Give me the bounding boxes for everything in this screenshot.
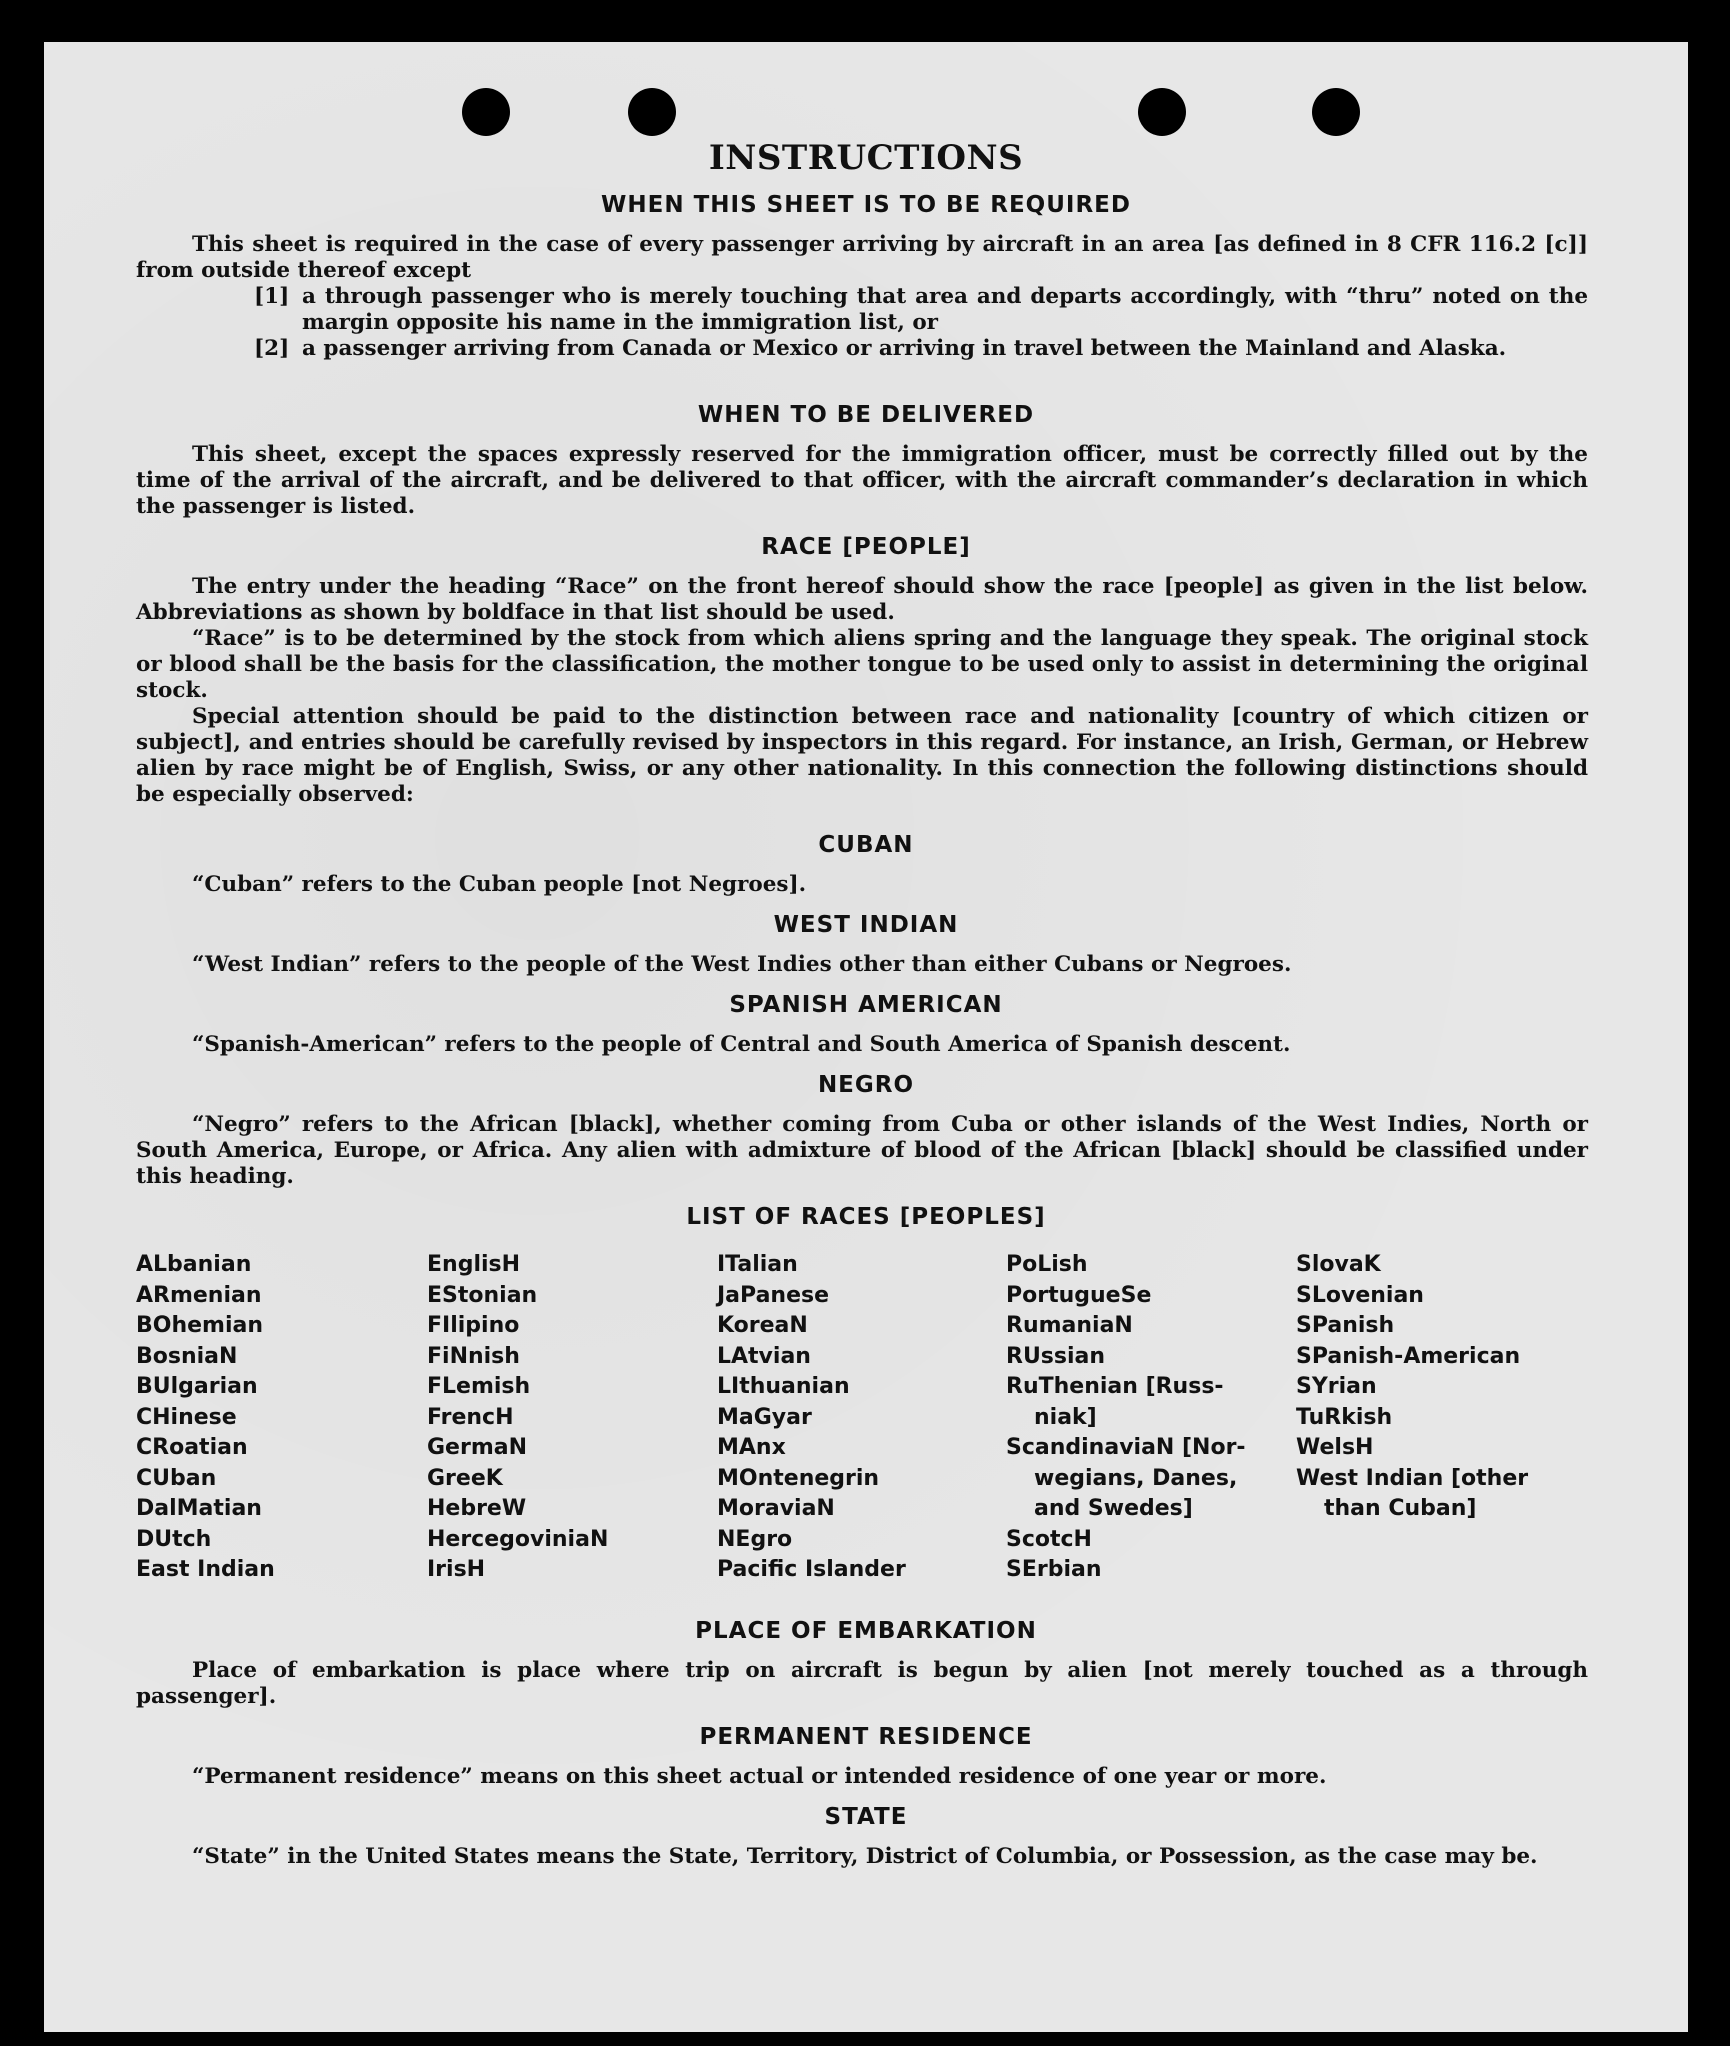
state-text: “State” in the United States means the State, Territory, District of Columbia, or Possession, as the case may be.	[192, 1844, 1538, 1869]
race-list-item: ALbanian	[136, 1252, 252, 1277]
race-list-item-continuation: and Swedes]	[1034, 1496, 1193, 1521]
when-required-intro: This sheet is required in the case of every passenger arriving by aircraft in an area [as defined in 8 CFR 116.2 [c]] from outside thereof except	[136, 232, 1588, 283]
race-list-item: MoraviaN	[717, 1496, 835, 1521]
race-list-item: BUlgarian	[136, 1374, 258, 1399]
race-list-item: SPanish-American	[1296, 1343, 1521, 1369]
race-list-column-4	[1006, 1250, 1246, 1586]
race-list-item: CRoatian	[136, 1435, 248, 1460]
race-list-item: RumaniaN	[1006, 1313, 1133, 1338]
punch-hole-2	[628, 88, 676, 136]
embarkation-text: Place of embarkation is place where trip on aircraft is begun by alien [not merely touched as a through passenger].	[136, 1658, 1588, 1709]
race-list-column-5	[1296, 1250, 1528, 1525]
race-list-item: JaPanese	[717, 1282, 830, 1308]
race-paragraph-2: “Race” is to be determined by the stock from which aliens spring and the language they speak. The original stock or blood shall be the basis for the classification, the mother tongue to be used only to assist in determining the original stock.	[136, 626, 1588, 703]
race-list-item: FiNnish	[427, 1343, 520, 1369]
race-list-item: WelsH	[1296, 1435, 1374, 1460]
heading-race: RACE [PEOPLE]	[761, 534, 971, 560]
punch-hole-4	[1312, 88, 1360, 136]
race-list-item: ScandinaviaN [Nor-	[1006, 1435, 1246, 1460]
spanish-american-text: “Spanish-American” refers to the people of Central and South America of Spanish descent.	[192, 1032, 1291, 1057]
race-list-item: KoreaN	[717, 1313, 808, 1338]
race-list-item: East Indian	[136, 1557, 275, 1582]
race-list-item: SLovenian	[1296, 1282, 1424, 1308]
race-paragraph-3: Special attention should be paid to the distinction between race and nationality [country of which citizen or subject], and entries should be carefully revised by inspectors in this regard. For instance, an Irish, German, or Hebrew alien by race might be of English, Swiss, or any other nationality. In this connection the following distinctions should be especially observed:	[136, 704, 1588, 807]
race-list-item: Pacific Islander	[717, 1557, 906, 1582]
race-list-item: SYrian	[1296, 1374, 1377, 1399]
west-indian-text: “West Indian” refers to the people of the West Indies other than either Cubans or Negroes.	[192, 952, 1292, 977]
race-list-item: West Indian [other	[1296, 1465, 1529, 1491]
race-list-item: GermaN	[427, 1435, 528, 1460]
heading-permanent-residence: PERMANENT RESIDENCE	[699, 1724, 1033, 1750]
race-list-item: SErbian	[1006, 1557, 1102, 1582]
heading-west-indian: WEST INDIAN	[773, 912, 959, 938]
race-list-item: RuThenian [Russ-	[1006, 1374, 1224, 1399]
race-list-item: SlovaK	[1296, 1252, 1381, 1277]
race-list-item: MaGyar	[717, 1404, 812, 1430]
heading-when-delivered: WHEN TO BE DELIVERED	[697, 402, 1035, 428]
race-list-item: FIlipino	[427, 1313, 520, 1338]
race-list-item: ARmenian	[136, 1282, 262, 1308]
exception-number: [2]	[254, 336, 290, 361]
heading-cuban: CUBAN	[818, 832, 914, 858]
race-list-item: ITalian	[717, 1252, 798, 1277]
race-list-item: CHinese	[136, 1404, 237, 1430]
race-list-item: DalMatian	[136, 1496, 262, 1521]
page-title: INSTRUCTIONS	[708, 138, 1024, 178]
heading-place-of-embarkation: PLACE OF EMBARKATION	[695, 1618, 1037, 1644]
race-list-item-continuation: than Cuban]	[1324, 1496, 1477, 1521]
punch-hole-1	[462, 88, 510, 136]
race-list-item: LAtvian	[717, 1343, 811, 1369]
race-list-item: HebreW	[427, 1496, 527, 1521]
race-paragraph-1: The entry under the heading “Race” on the front hereof should show the race [people] as given in the list below. Abbreviations as shown by boldface in that list should be used.	[136, 574, 1588, 625]
punch-hole-3	[1138, 88, 1186, 136]
exception-item-2	[254, 336, 1588, 362]
race-list-item: SPanish	[1296, 1313, 1395, 1338]
when-delivered-text: This sheet, except the spaces expressly reserved for the immigration officer, must be correctly filled out by the time of the arrival of the aircraft, and be delivered to that officer, with the aircraft commander’s declaration in which the passenger is listed.	[136, 442, 1588, 519]
heading-state: STATE	[824, 1804, 908, 1830]
race-list-column-1	[136, 1250, 275, 1586]
race-list-item: FLemish	[427, 1374, 531, 1399]
race-list-item: CUban	[136, 1465, 217, 1491]
race-list-item: IrisH	[427, 1557, 486, 1582]
race-list-item: RUssian	[1006, 1343, 1106, 1369]
race-list-column-3	[717, 1250, 906, 1586]
instruction-sheet	[44, 42, 1688, 2032]
race-list-item: EStonian	[427, 1282, 538, 1308]
race-list-column-2	[427, 1250, 608, 1586]
race-list-item: HercegoviniaN	[427, 1526, 609, 1552]
heading-negro: NEGRO	[817, 1072, 915, 1098]
race-list-item: DUtch	[136, 1526, 212, 1552]
race-list-item: PoLish	[1006, 1252, 1088, 1277]
race-list-item: MAnx	[717, 1435, 786, 1460]
race-list-item: ScotcH	[1006, 1526, 1092, 1552]
exception-number: [1]	[254, 284, 290, 309]
race-list-item: NEgro	[717, 1526, 793, 1552]
race-list-item: GreeK	[427, 1465, 503, 1491]
exception-item-1	[254, 284, 1588, 336]
exception-text: a passenger arriving from Canada or Mexico or arriving in travel between the Mainland and Alaska.	[302, 336, 1507, 361]
heading-when-required: WHEN THIS SHEET IS TO BE REQUIRED	[601, 192, 1131, 218]
negro-text: “Negro” refers to the African [black], whether coming from Cuba or other islands of the West Indies, North or South America, Europe, or Africa. Any alien with admixture of blood of the African [black] should be classified under this heading.	[136, 1112, 1588, 1189]
exception-text: a through passenger who is merely touching that area and departs accordingly, with “thru” noted on the margin opposite his name in the immigration list, or	[302, 284, 1588, 335]
race-list-item: PortugueSe	[1006, 1282, 1152, 1308]
race-list-item-continuation: niak]	[1034, 1404, 1097, 1430]
race-list-item: TuRkish	[1296, 1404, 1393, 1430]
race-list-item: BOhemian	[136, 1313, 264, 1338]
race-list-item: FrencH	[427, 1404, 514, 1430]
residence-text: “Permanent residence” means on this sheet actual or intended residence of one year or more.	[192, 1764, 1327, 1789]
heading-spanish-american: SPANISH AMERICAN	[729, 992, 1003, 1018]
race-list-item: BosniaN	[136, 1343, 238, 1369]
race-list-item-continuation: wegians, Danes,	[1034, 1465, 1238, 1491]
cuban-text: “Cuban” refers to the Cuban people [not Negroes].	[192, 872, 807, 897]
race-list-item: MOntenegrin	[717, 1465, 880, 1491]
heading-list-of-races: LIST OF RACES [PEOPLES]	[686, 1204, 1046, 1230]
race-list-item: LIthuanian	[717, 1374, 850, 1399]
race-list-item: EnglisH	[427, 1252, 521, 1277]
